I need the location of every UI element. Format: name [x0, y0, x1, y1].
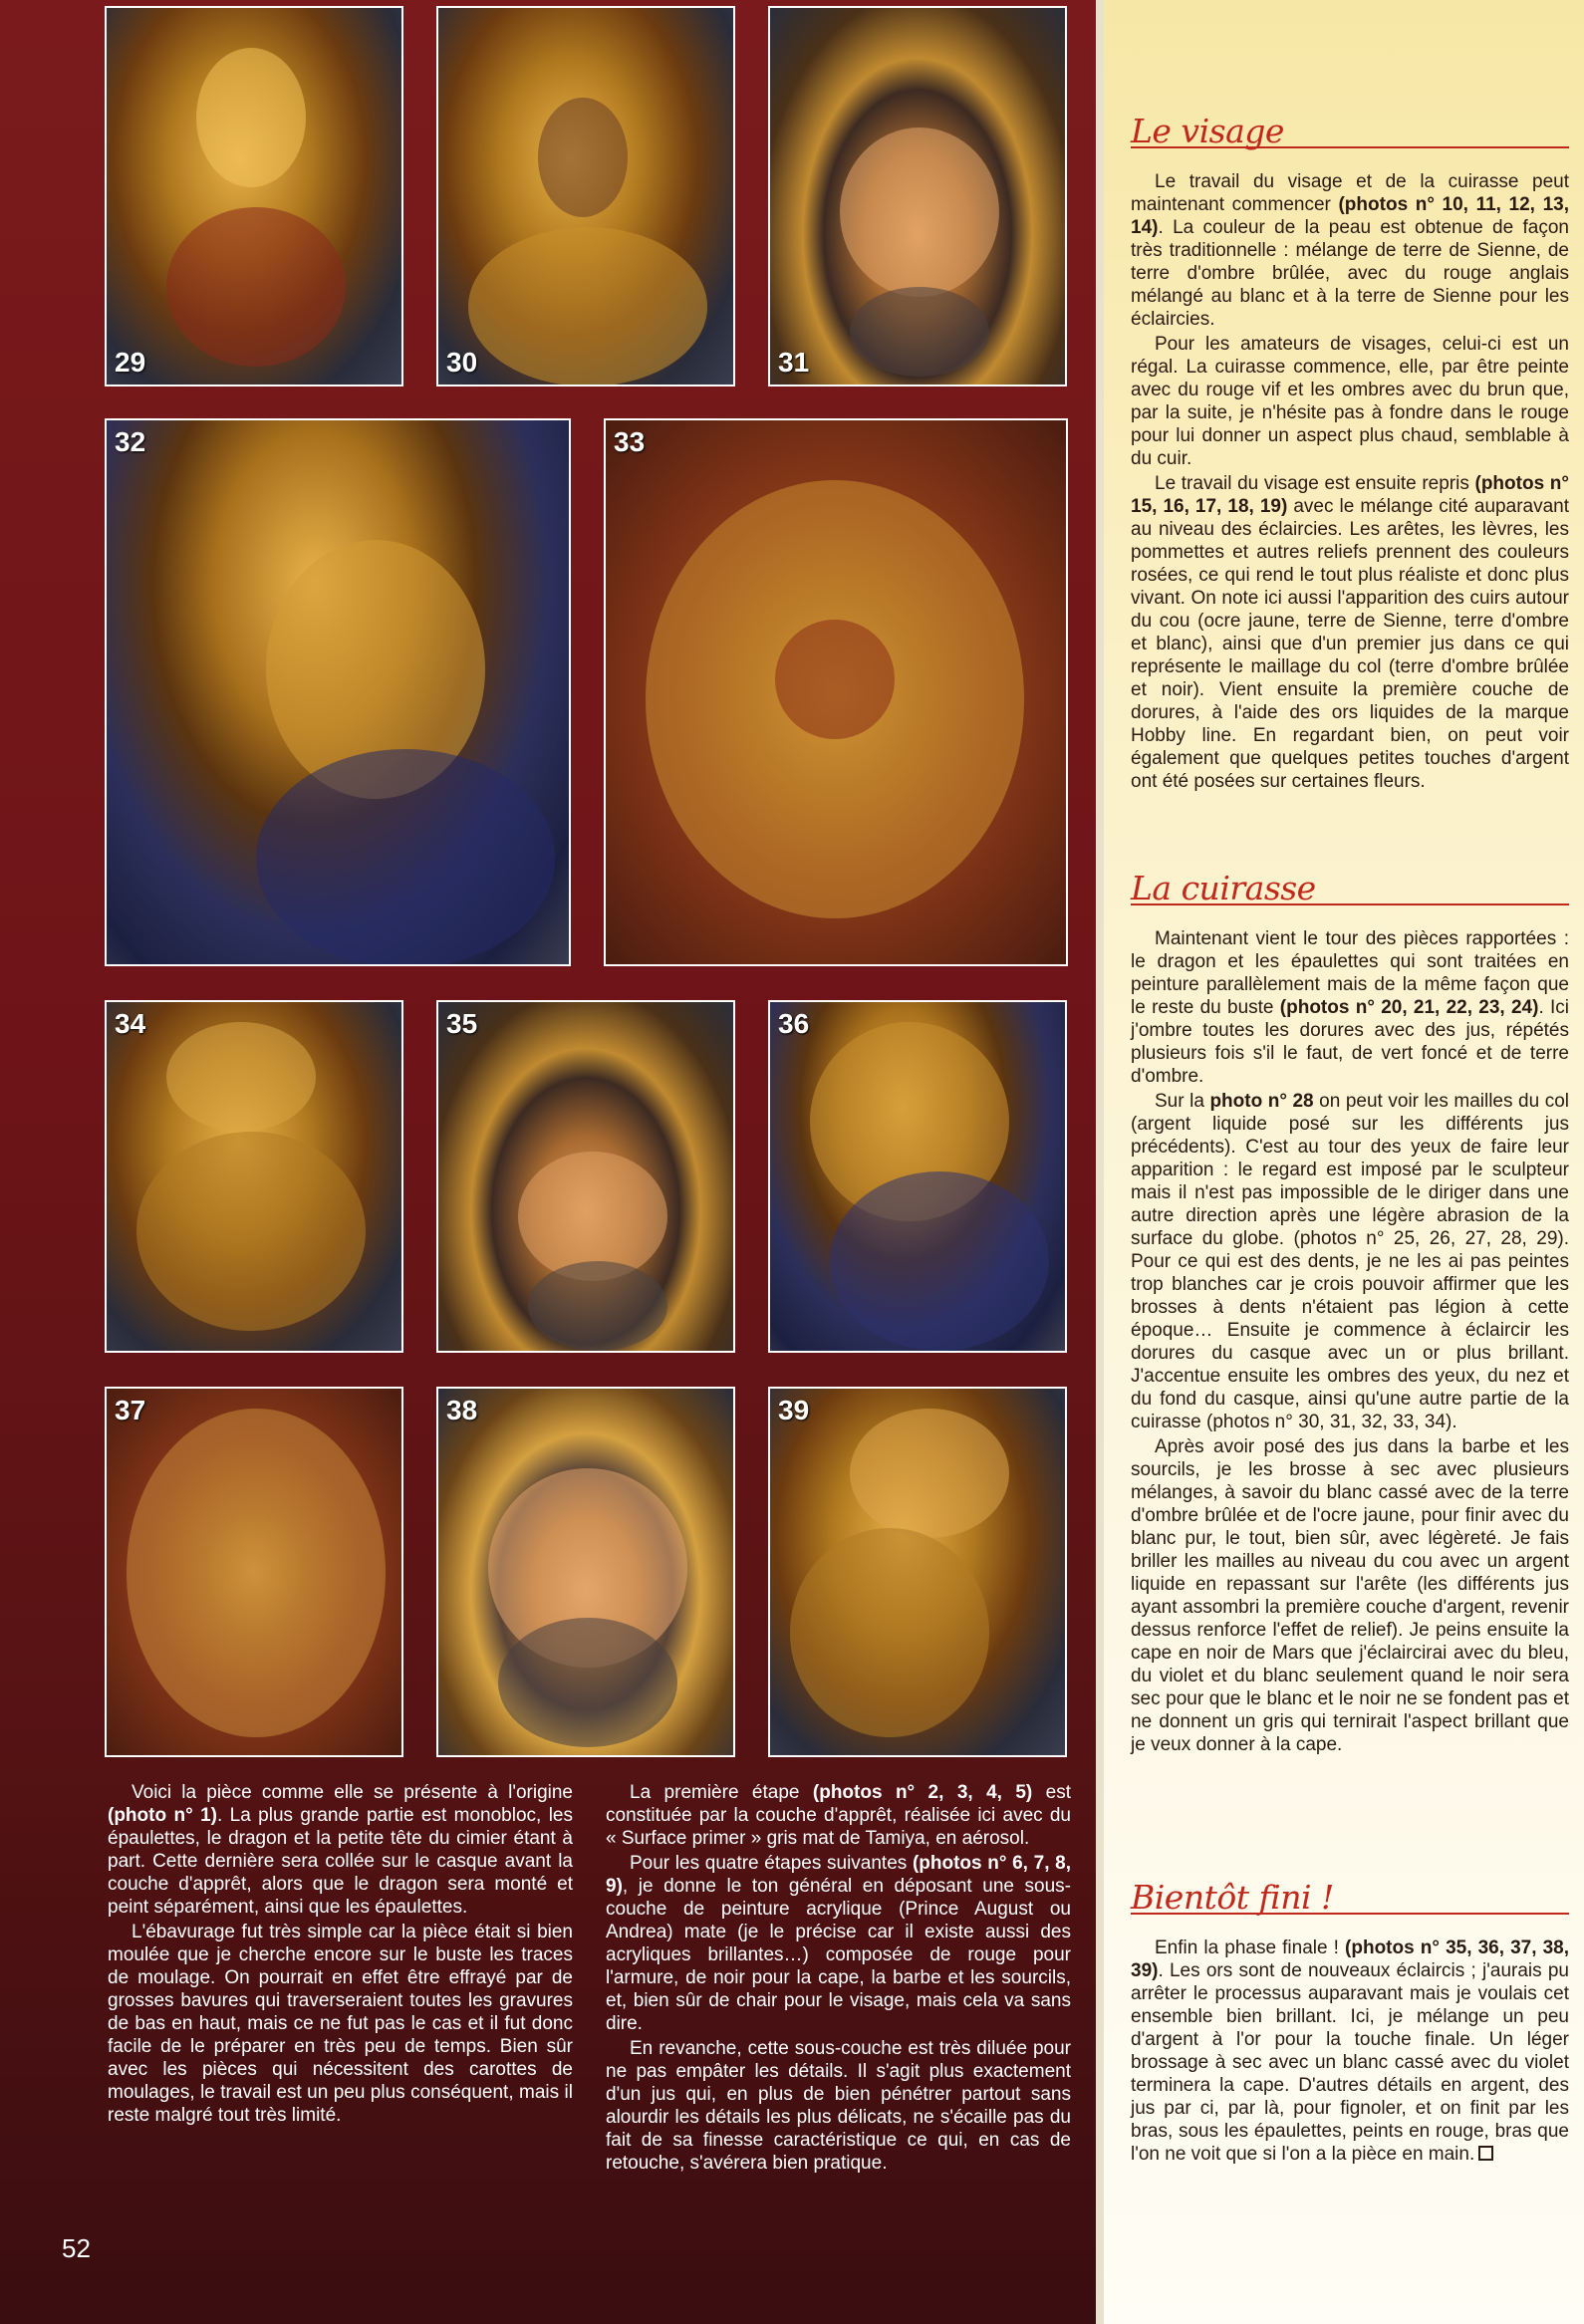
paragraph: Pour les amateurs de visages, celui-ci est un régal. La cuirasse commence, elle, par être peinte avec du rouge vif et les ombres avec du brun que, par la suite, je n'hésite pas à fondre dans le rouge pour lui donner un aspect plus chaud, semblable à du cuir.	[1131, 334, 1569, 469]
paragraph: La première étape (photos n° 2, 3, 4, 5) est constituée par la couche d'apprêt, réalisée ici avec du « Surface primer » gris mat de Tamiya, en aérosol.	[606, 1782, 1071, 1849]
photo-33	[604, 418, 1068, 966]
photo-number: 34	[115, 1008, 146, 1039]
page-number: 52	[62, 2233, 91, 2263]
paragraph: Maintenant vient le tour des pièces rapportées : le dragon et les épaulettes qui sont traitées en peinture parallèlement mais de la même façon que le reste du buste (photos n° 20, 21, 22, 23, 24). Ici j'ombre toutes les dorures avec des jus, répétés plusieurs fois s'il le faut, de vert foncé et de terre d'ombre.	[1131, 928, 1569, 1087]
photo-30	[436, 6, 735, 387]
section-bientot-fini	[1131, 1878, 1569, 2168]
photo-31	[768, 6, 1067, 387]
photo-39	[768, 1387, 1067, 1757]
photo-number: 32	[115, 426, 146, 457]
photo-29	[105, 6, 403, 387]
section-title: Le visage	[1131, 120, 1569, 148]
section-cuirasse	[1131, 869, 1570, 1758]
section-title: Bientôt fini !	[1131, 1886, 1569, 1915]
paragraph: Voici la pièce comme elle se présente à l'origine (photo n° 1). La plus grande partie est monobloc, les épaulettes, le dragon et la petite tête du cimier étant à part. Cette dernière sera collée sur le casque avant la couche d'apprêt, alors que le dragon sera monté et peint séparément, ainsi que les épaulettes.	[108, 1782, 573, 1918]
photo-number: 33	[614, 426, 646, 457]
paragraph: Après avoir posé des jus dans la barbe et les sourcils, je les brosse à sec avec plusieurs mélanges, à savoir du blanc cassé avec de la terre d'ombre brûlée et de l'ocre jaune, pour finir avec du blanc pur, le tout, bien sûr, avec légèreté. Je fais briller les mailles au niveau du cou avec un argent liquide en repassant sur l'arête (les différents jus ayant assombri la première couche d'argent, revenir dessus renforce l'effet de relief). Je peins ensuite la cape en noir de Mars que j'éclaircirai avec du bleu, du violet et du blanc seulement quand le noir sera sec pour que le blanc et le noir ne se fondent pas et ne donnent un gris qui ternirait l'aspect brillant que je veux donner à la cape.	[1131, 1436, 1569, 1755]
photo-number: 35	[446, 1008, 478, 1039]
photo-number: 38	[446, 1395, 478, 1425]
text-column-2	[606, 1781, 1071, 2177]
photo-number: 37	[115, 1395, 146, 1425]
photo-number: 30	[446, 347, 478, 378]
section-title: La cuirasse	[1131, 877, 1569, 905]
photo-number: 29	[115, 347, 146, 378]
photo-38	[436, 1387, 735, 1757]
text-column-1	[108, 1781, 573, 2129]
photo-number: 39	[778, 1395, 810, 1425]
paragraph: L'ébavurage fut très simple car la pièce était si bien moulée que je cherche encore sur le buste les traces de moulage. On pourrait en effet être effrayé par de grosses bavures qui traverseraient toutes les gravures de bas en haut, mais ce ne fut pas le cas et il fut donc facile de le préparer en très peu de temps. Bien sûr avec les pièces qui nécessitent des carottes de moulages, le travail est un peu plus conséquent, mais il reste malgré tout très limité.	[108, 1922, 573, 2126]
photo-37	[105, 1387, 403, 1757]
paragraph: Le travail du visage est ensuite repris (photos n° 15, 16, 17, 18, 19) avec le mélange cité auparavant au niveau des éclaircies. Les arêtes, les lèvres, les pommettes et autres reliefs prennent des couleurs rosées, ce qui rend le tout plus réaliste et donc plus vivant. On note ici aussi l'apparition des cuirs autour du cou (ocre jaune, terre de Sienne, terre d'ombre et blanc), ainsi que d'un premier jus dans ce qui représente le maillage du col (terre d'ombre brûlée et noir). Vient ensuite la première couche de dorures, à l'aide des ors liquides de la marque Hobby line. En regardant bien, on peut voir également que quelques petites touches d'argent ont été posées sur certaines fleurs.	[1131, 473, 1569, 792]
photo-number: 31	[778, 347, 810, 378]
paragraph: Le travail du visage et de la cuirasse peut maintenant commencer (photos n° 10, 11, 12, 13, 14). La couleur de la peau est obtenue de façon très traditionnelle : mélange de terre de Sienne, de terre d'ombre brûlée, avec du rouge anglais mélangé au blanc et à la terre de Sienne pour les éclaircies.	[1131, 171, 1569, 330]
paragraph: Sur la photo n° 28 on peut voir les mailles du col (argent liquide posé sur les différents jus précédents). C'est au tour des yeux de faire leur apparition : le regard est imposé par le sculpteur mais il n'est pas impossible de le diriger dans une autre direction après une légère abrasion de la surface du globe. (photos n° 25, 26, 27, 28, 29). Pour ce qui est des dents, je ne les ai pas peintes trop blanches car je crois pouvoir affirmer que les brosses à dents n'étaient pas légion à cette époque… Ensuite je commence à éclaircir les dorures du casque avec un or plus brillant. J'accentue ensuite les ombres des yeux, du nez et du fond du casque, ainsi qu'une autre partie de la cuirasse (photos n° 30, 31, 32, 33, 34).	[1131, 1091, 1570, 1432]
section-visage	[1131, 112, 1569, 795]
photo-36	[768, 1000, 1067, 1353]
photo-35	[436, 1000, 735, 1353]
paragraph: Enfin la phase finale ! (photos n° 35, 36, 37, 38, 39). Les ors sont de nouveaux éclaircis ; j'aurais pu arrêter le processus auparavant mais je voulais cet ensemble bien brillant. Ici, je mélange un peu d'argent à l'or pour la touche finale. Un léger brossage à sec avec un blanc cassé avec du violet terminera la cape. D'autres détails en argent, des jus par ci, par là, pour fignoler, et on finit par les bras, sous les épaulettes, peints en rouge, bras que l'on ne voit que si l'on a la pièce en main.	[1131, 1937, 1569, 2165]
paragraph: Pour les quatre étapes suivantes (photos n° 6, 7, 8, 9), je donne le ton général en déposant une sous-couche de peinture acrylique (Prince August ou Andrea) mate (je le précise car il existe aussi des acryliques brillantes…) composée de rouge pour l'armure, de noir pour la cape, la barbe et les sourcils, et, bien sûr de chair pour le visage, mais cela va sans dire.	[606, 1853, 1071, 2034]
photo-34	[105, 1000, 403, 1353]
gutter	[1096, 0, 1104, 2324]
paragraph: En revanche, cette sous-couche est très diluée pour ne pas empâter les détails. Il s'agit plus exactement d'un jus qui, en plus de bien pénétrer partout sans alourdir les détails les plus délicats, ne s'écaille pas du fait de sa finesse caractéristique ce qui, en cas de retouche, s'avérera bien pratique.	[606, 2038, 1071, 2174]
photo-32	[105, 418, 571, 966]
photo-number: 36	[778, 1008, 810, 1039]
end-of-article-icon	[1478, 2146, 1493, 2161]
